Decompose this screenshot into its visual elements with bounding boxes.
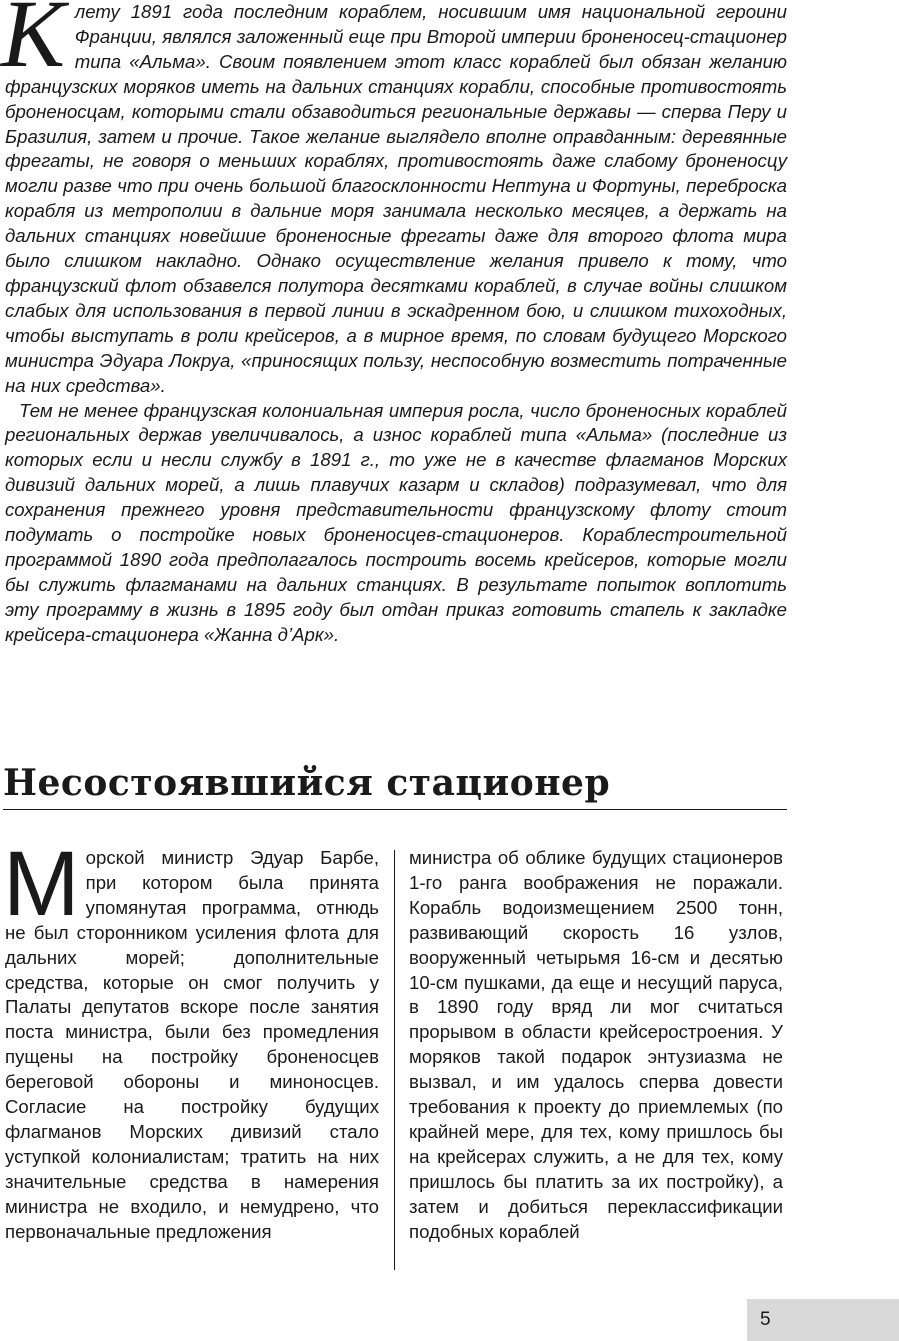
drop-cap-m: М: [3, 833, 80, 935]
left-column-text: орской министр Эдуар Барбе, при котором была принята упомянутая программа, отнюдь не был сторонником усиления флота для дальних морей; дополнительные средства, которые он смог получить у Палаты депутатов вскоре после занятия поста министра, были без промедления пущены на постройку броненосцев береговой обороны и миноносцев. Согласие на постройку будущих флагманов Морских дивизий стало уступкой колониалистам; тратить на них значительные средства в намерения министра не входило, и немудрено, что первоначальные предложения: [5, 847, 379, 1242]
page-number-tab: [747, 1299, 899, 1341]
two-column-body: [3, 833, 787, 1271]
drop-cap-k: К: [1, 0, 65, 87]
left-column: [3, 833, 379, 1245]
right-column: [409, 846, 783, 1245]
intro-paragraph-1: [1, 0, 787, 399]
section-heading: Несостоявшийся стационер: [3, 760, 787, 810]
page-number: 5: [760, 1309, 771, 1330]
intro-text: [1, 0, 787, 648]
column-divider: [394, 850, 395, 1270]
right-column-text: министра об облике будущих стационеров 1-го ранга воображения не поражали. Корабль водоизмещением 2500 тонн, развивающий скорость 16 узлов, вооруженный четырьмя 16-см и десятью 10-см пушками, да еще и несущий паруса, в 1890 году вряд ли мог считаться прорывом в области крейсеростроения. У моряков такой подарок энтузиазма не вызвал, и им удалось сперва довести требования к проекту до приемлемых (по крайней мере, для тех, кому пришлось бы на крейсерах служить, а не для тех, кому пришлось бы платить за их постройку), а затем и добиться переклассификации подобных кораблей: [409, 847, 783, 1242]
intro-paragraph-2: Тем не менее французская колониальная империя росла, число броненосных кораблей региональных держав увеличивалось, а износ кораблей типа «Альма» (последние из которых если и несли службу в 1891 г., то уже не в качестве флагманов Морских дивизий дальних морей, а лишь плавучих казарм и складов) подразумевал, что для сохранения прежнего уровня представительности французскому флоту стоит подумать о постройке новых броненосцев-стационеров. Кораблестроительной программой 1890 года предполагалось построить восемь крейсеров, которые могли бы служить флагманами на дальних станциях. В результате попыток воплотить эту программу в жизнь в 1895 году был отдан приказ готовить стапель к закладке крейсера-стационера «Жанна д’Арк».: [5, 399, 787, 645]
intro-paragraph-1-text: лету 1891 года последним кораблем, носившим имя национальной героини Франции, являлся заложенный еще при Второй империи броненосец-стационер типа «Альма». Своим появлением этот класс кораблей был обязан желанию французских моряков иметь на дальних станциях корабли, способные противостоять броненосцам, которыми стали обзаводиться региональные державы — сперва Перу и Бразилия, затем и прочие. Такое желание выглядело вполне оправданным: деревянные фрегаты, не говоря о меньших кораблях, противостоять даже слабому броненосцу могли разве что при очень большой благосклонности Нептуна и Фортуны, переброска корабля из метрополии в дальние моря занимала несколько месяцев, а держать на дальних станциях новейшие броненосные фрегаты даже для второго флота мира было слишком накладно. Однако осуществление желания привело к тому, что французский флот обзавелся полутора десятками кораблей, в случае войны слишком слабых для использования в первой линии в эскадренном бою, и слишком тихоходных, чтобы выступать в роли крейсеров, а в мирное время, по словам будущего Морского министра Эдуара Локруа, «приносящих пользу, неспособную возместить потраченные на них средства».: [5, 1, 787, 396]
left-column-paragraph: [3, 833, 379, 1245]
